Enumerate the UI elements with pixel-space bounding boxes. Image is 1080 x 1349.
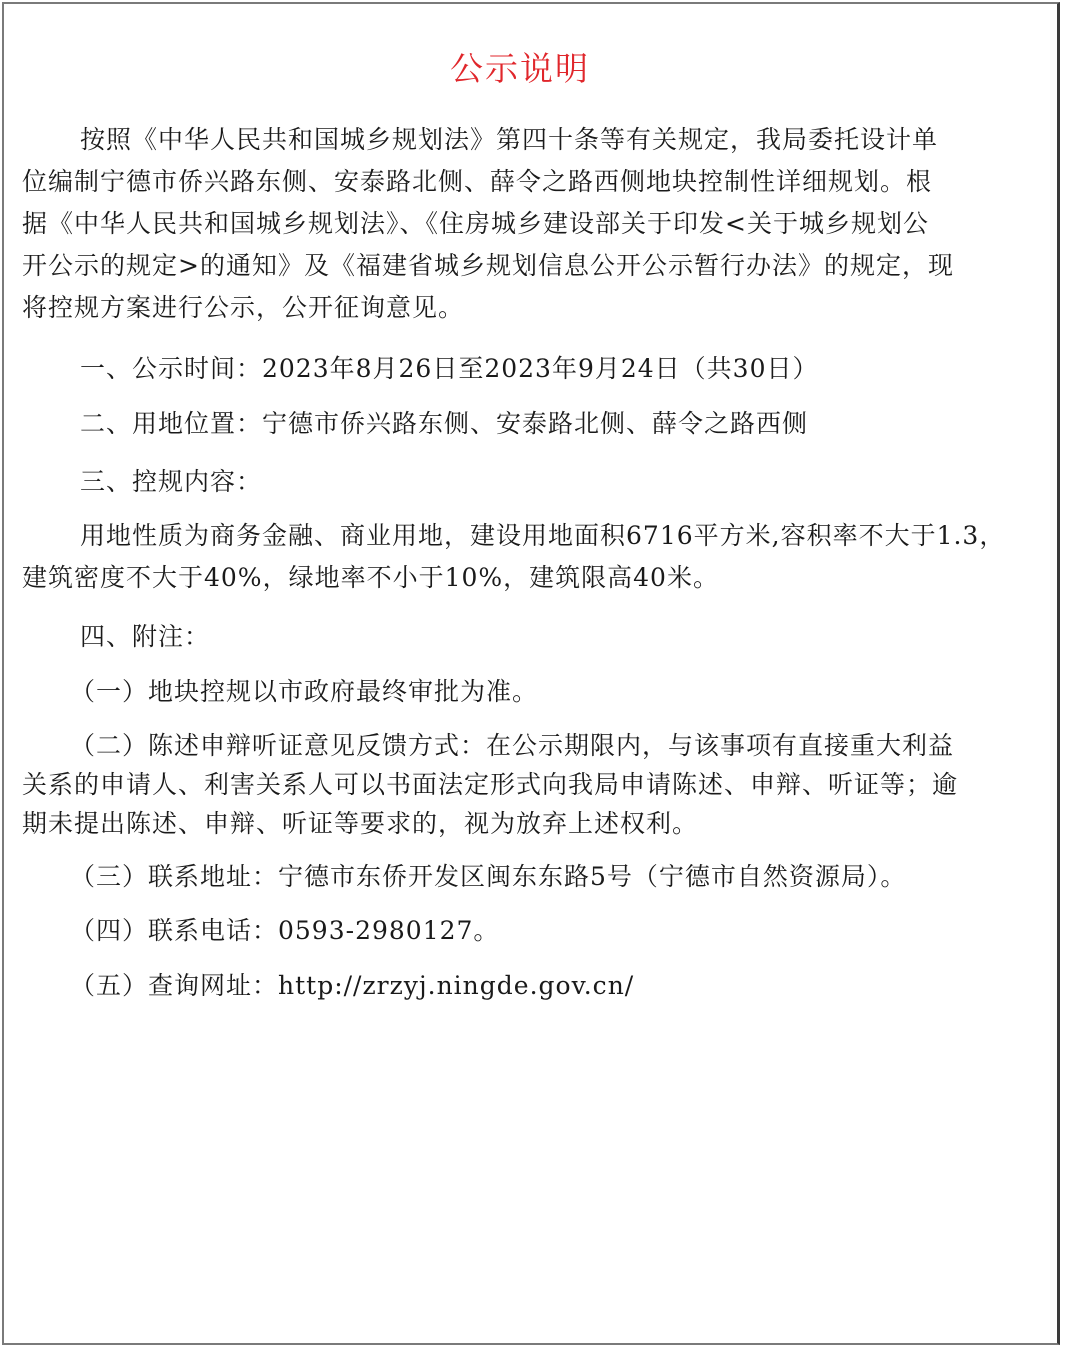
note-feedback-line: 期未提出陈述、申辩、听证等要求的，视为放弃上述权利。 (22, 809, 699, 838)
note-query-url: （五）查询网址：http://zrzyj.ningde.gov.cn/ (70, 971, 635, 1000)
intro-line: 开公示的规定>的通知》及《福建省城乡规划信息公开公示暂行办法》的规定，现 (22, 251, 954, 280)
intro-line: 按照《中华人民共和国城乡规划法》第四十条等有关规定，我局委托设计单 (80, 125, 939, 154)
section-notes-heading: 四、附注： (80, 622, 211, 651)
note-contact-address: （三）联系地址：宁德市东侨开发区闽东东路5号（宁德市自然资源局）。 (70, 862, 907, 891)
intro-line: 位编制宁德市侨兴路东侧、安泰路北侧、薛令之路西侧地块控制性详细规划。根 (22, 167, 933, 196)
content-line: 建筑密度不大于40%，绿地率不小于10%，建筑限高40米。 (22, 563, 719, 592)
section-content-heading: 三、控规内容： (80, 467, 263, 496)
intro-line: 据《中华人民共和国城乡规划法》、《住房城乡建设部关于印发<关于城乡规划公 (22, 209, 929, 238)
content-line: 用地性质为商务金融、商业用地，建设用地面积6716平方米,容积率不大于1.3， (80, 521, 1006, 550)
note-feedback-line: 关系的申请人、利害关系人可以书面法定形式向我局申请陈述、申辩、听证等；逾 (22, 770, 959, 799)
page-margin (1061, 0, 1080, 1349)
section-publicity-time: 一、公示时间：2023年8月26日至2023年9月24日（共30日） (80, 354, 819, 383)
note-feedback-line: （二）陈述申辩听证意见反馈方式：在公示期限内，与该事项有直接重大利益 (70, 731, 955, 760)
intro-line: 将控规方案进行公示，公开征询意见。 (22, 293, 465, 322)
note-approval: （一）地块控规以市政府最终审批为准。 (70, 677, 539, 706)
note-contact-phone: （四）联系电话：0593-2980127。 (70, 916, 500, 945)
section-land-location: 二、用地位置：宁德市侨兴路东侧、安泰路北侧、薛令之路西侧 (80, 409, 809, 438)
notice-title: 公示说明 (450, 49, 590, 88)
